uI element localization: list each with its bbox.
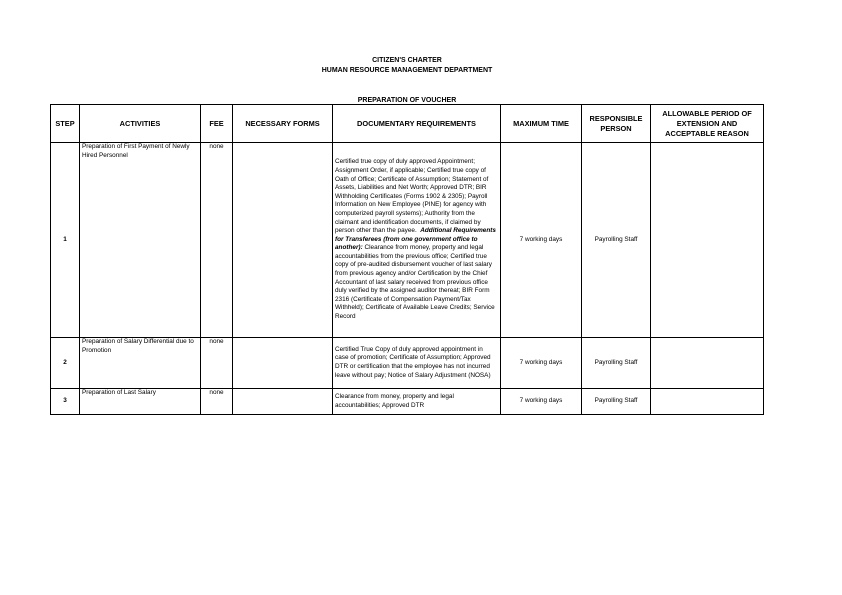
step-number: 2 (51, 338, 80, 389)
allowable-period-cell (651, 338, 764, 389)
fee-cell: none (201, 389, 233, 415)
maximum-time-cell: 7 working days (501, 143, 582, 338)
necessary-forms-cell (233, 143, 333, 338)
column-header-responsible-person: RESPONSIBLE PERSON (582, 105, 651, 143)
step-number: 3 (51, 389, 80, 415)
allowable-period-cell (651, 389, 764, 415)
activity-cell: Preparation of Salary Differential due to Promotion (80, 338, 201, 389)
fee-cell: none (201, 143, 233, 338)
column-header-necessary-forms: NECESSARY FORMS (233, 105, 333, 143)
table-row (51, 338, 764, 389)
section-title: PREPARATION OF VOUCHER (357, 97, 457, 104)
documentary-requirements-cell: Certified True Copy of duly approved appointment in case of promotion; Certificate of Assumption; Approved DTR or certification that the employee has not incurred leave without pay; Notice of Salary Adjustment (NOSA) (333, 338, 501, 389)
responsible-person-cell: Payrolling Staff (582, 143, 651, 338)
maximum-time-cell: 7 working days (501, 389, 582, 415)
column-header-documentary-requirements: DOCUMENTARY REQUIREMENTS (333, 105, 501, 143)
activity-cell: Preparation of First Payment of Newly Hired Personnel (80, 143, 201, 338)
column-header-step: STEP (51, 105, 80, 143)
column-header-activities: ACTIVITIES (80, 105, 201, 143)
maximum-time-cell: 7 working days (501, 338, 582, 389)
fee-cell: none (201, 338, 233, 389)
necessary-forms-cell (233, 338, 333, 389)
responsible-person-cell: Payrolling Staff (582, 389, 651, 415)
column-header-maximum-time: MAXIMUM TIME (501, 105, 582, 143)
charter-title: CITIZEN'S CHARTER (372, 57, 442, 64)
necessary-forms-cell (233, 389, 333, 415)
column-header-fee: FEE (201, 105, 233, 143)
table-row (51, 389, 764, 415)
charter-table (50, 104, 764, 415)
department-title: HUMAN RESOURCE MANAGEMENT DEPARTMENT (321, 67, 493, 74)
activity-cell: Preparation of Last Salary (80, 389, 201, 415)
transferee-requirements-heading: Additional Requirements for Transferees (from one government office to another): (335, 227, 496, 252)
documentary-requirements-cell (333, 143, 501, 338)
requirements-text: Certified true copy of duly approved Appointment; Assignment Order, if applicable; Certified true copy of Oath of Office; Certificate of Assumption; Statement of Assets, Liabilities and Net Worth; Approved DTR; BIR Withholding Certificates (Forms 1902 & 2305); Payroll Information on New Employee (PINE) for agency with computerized payroll systems); Authority from the claimant and identification documents, if claimed by person other than the payee. (335, 158, 489, 235)
allowable-period-cell (651, 143, 764, 338)
table-row (51, 143, 764, 338)
step-number: 1 (51, 143, 80, 338)
table-header-row (51, 105, 764, 143)
transferee-requirements-text: Clearance from money, property and legal accountabilities from the previous office; Certified true copy of pre-audited disbursement voucher of last salary from previous agency and/or Certification by the Chief Accountant of last salary received from previous office duly verified by the assigned auditor thereat; BIR Form 2316 (Certificate of Compensation Payment/Tax Withheld); Certificate of Available Leave Credits; Service Record (335, 244, 495, 321)
column-header-allowable-period: ALLOWABLE PERIOD OF EXTENSION AND ACCEPTABLE REASON (651, 105, 764, 143)
responsible-person-cell: Payrolling Staff (582, 338, 651, 389)
documentary-requirements-cell: Clearance from money, property and legal accountabilities; Approved DTR (333, 389, 501, 415)
